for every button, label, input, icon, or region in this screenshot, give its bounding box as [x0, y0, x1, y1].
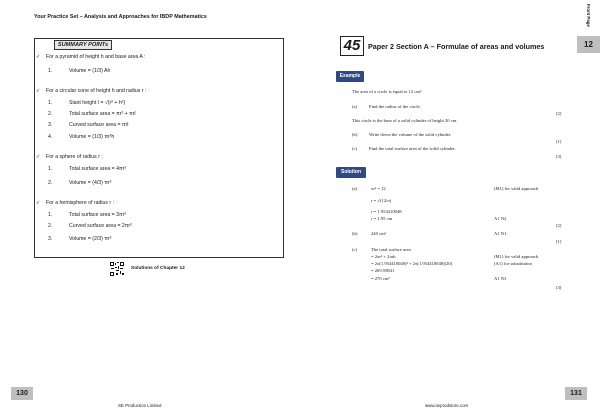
- sol-label: (c): [352, 247, 358, 252]
- item-number: 1.: [48, 68, 53, 74]
- part-text: Find the total surface area of the solid cylinder.: [369, 146, 456, 151]
- item-number: 3.: [48, 122, 53, 128]
- sol-note: (M1) for valid approach: [494, 186, 539, 191]
- front-page-label: Front Page: [586, 4, 591, 27]
- check-icon: ✓: [36, 88, 41, 94]
- item-number: 1.: [48, 100, 53, 106]
- check-icon: ✓: [36, 154, 41, 160]
- part-text: This circle is the base of a solid cylinder of height 20 cm.: [352, 118, 458, 123]
- sol-work: 240 cm³: [371, 231, 387, 236]
- check-icon: ✓: [36, 54, 41, 60]
- part-label: (b): [352, 132, 358, 137]
- solution-tag: Solution: [336, 167, 366, 178]
- formula: Curved surface area = 2πr²: [69, 223, 132, 229]
- sol-work: The total surface area: [371, 247, 411, 252]
- sol-work: r = 1.954410048: [371, 209, 402, 214]
- sol-work: πr² = 12: [371, 186, 386, 191]
- sol-label: (a): [352, 186, 358, 191]
- marks: [2]: [556, 223, 562, 228]
- item-number: 2.: [48, 111, 53, 117]
- sol-work: = 2πr² + 2πrh: [371, 254, 396, 259]
- qr-code-icon[interactable]: [110, 262, 124, 276]
- formula: Volume = (4/3) πr³: [69, 180, 112, 186]
- item-number: 2.: [48, 223, 53, 229]
- marks: [3]: [556, 154, 562, 159]
- sol-work: = 2π(1.954410048)² + 2π(1.954410048)(20): [371, 261, 453, 266]
- formula: Total surface area = πr² + πrl: [69, 111, 136, 117]
- example-tag: Example: [336, 71, 364, 82]
- sol-work: = 270 cm²: [371, 276, 390, 281]
- formula: Volume = (1/3) πr²h: [69, 134, 115, 140]
- chapter-number-tab: 12: [577, 36, 600, 53]
- section-heading: For a circular cone of height h and radius r :: [46, 88, 147, 94]
- formula: Curved surface area = πrl: [69, 122, 129, 128]
- section-heading: For a pyramid of height h and base area A :: [46, 54, 146, 60]
- marks: [2]: [556, 111, 562, 116]
- sol-work: = 269.59841: [371, 268, 395, 273]
- item-number: 2.: [48, 180, 53, 186]
- sol-note: A1 N3: [494, 276, 507, 281]
- sol-note: A1 N1: [494, 231, 507, 236]
- part-label: (c): [352, 146, 358, 151]
- marks: [1]: [556, 139, 562, 144]
- formula: Total surface area = 4πr²: [69, 166, 127, 172]
- sol-note: (M1) for valid approach: [494, 254, 539, 259]
- check-icon: ✓: [36, 200, 41, 206]
- sol-note: A1 N2: [494, 216, 507, 221]
- part-text: Find the radius of the circle.: [369, 104, 421, 109]
- item-number: 1.: [48, 212, 53, 218]
- marks: [3]: [556, 285, 562, 290]
- item-number: 4.: [48, 134, 53, 140]
- footer-website: www.seprodstore.com: [425, 403, 469, 408]
- item-number: 3.: [48, 236, 53, 242]
- formula: Volume = (2/3) πr³: [69, 236, 112, 242]
- sol-label: (b): [352, 231, 358, 236]
- book-title: Your Practice Set – Analysis and Approaches for IBDP Mathematics: [34, 14, 207, 20]
- sol-note: (A1) for substitution: [494, 261, 532, 266]
- page-number-left: 130: [11, 387, 33, 400]
- sol-work: r = 1.95 cm: [371, 216, 393, 221]
- section-heading: For a hemisphere of radius r :: [46, 200, 115, 206]
- summary-title: SUMMARY POINTs: [54, 40, 112, 50]
- formula: Volume = (1/3) Ah: [69, 68, 111, 74]
- example-title: Paper 2 Section A – Formulae of areas and volumes: [368, 42, 545, 51]
- footer-publisher: SE Production Limited: [118, 403, 162, 408]
- question-intro: The area of a circle is equal to 12 cm².: [352, 89, 423, 94]
- qr-caption: Solutions of Chapter 12: [131, 266, 185, 271]
- part-text: Write down the volume of the solid cylinder.: [369, 132, 452, 137]
- formula: Total surface area = 3πr²: [69, 212, 127, 218]
- sol-work: r = √(12/π): [371, 198, 392, 203]
- part-label: (a): [352, 104, 358, 109]
- marks: [1]: [556, 239, 562, 244]
- item-number: 1.: [48, 166, 53, 172]
- page-number-right: 131: [565, 387, 587, 400]
- section-heading: For a sphere of radius r :: [46, 154, 103, 160]
- formula: Slant height l = √(r² + h²): [69, 100, 126, 106]
- example-number: 45: [340, 36, 364, 56]
